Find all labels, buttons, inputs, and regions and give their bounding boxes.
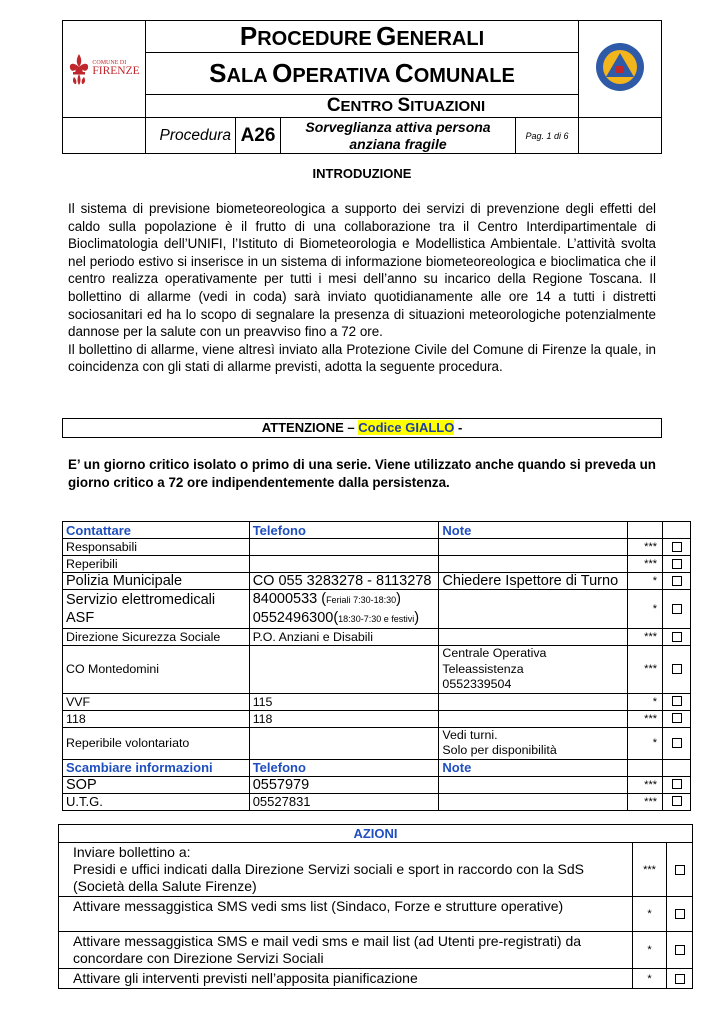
azioni-title: AZIONI: [59, 825, 693, 843]
action-row: [59, 969, 693, 989]
attention-code: Codice GIALLO: [358, 420, 455, 435]
exchange-header-row: [63, 759, 691, 776]
table-row: [63, 693, 691, 710]
checkbox[interactable]: [675, 945, 685, 955]
priority-stars: *: [633, 932, 667, 969]
contacts-header-row: [63, 522, 691, 539]
checkbox[interactable]: [675, 909, 685, 919]
priority-stars: *: [628, 590, 663, 629]
intro-text: [68, 200, 656, 376]
contact-name: Polizia Municipale: [63, 573, 250, 590]
checkbox[interactable]: [672, 632, 682, 642]
checkbox[interactable]: [672, 542, 682, 552]
table-row: [63, 646, 691, 694]
contact-name: 118: [63, 710, 250, 727]
action-text: Inviare bollettino a: Presidi e uffici indicati dalla Direzione Servizi sociali e sport in raccordo con la SdS (Società della Salute Firenze): [59, 843, 633, 897]
table-row: [63, 776, 691, 793]
logo-text-bottom: FIRENZE: [92, 65, 140, 78]
checkbox[interactable]: [672, 738, 682, 748]
priority-stars: ***: [628, 776, 663, 793]
contact-name: Responsabili: [63, 539, 250, 556]
header-telefono: Telefono: [249, 522, 439, 539]
priority-stars: ***: [628, 629, 663, 646]
contact-phone: 84000533 (Feriali 7:30-18:30) 0552496300(18:30-7:30 e festivi): [249, 590, 439, 629]
comune-firenze-logo: [63, 52, 145, 86]
table-row: [63, 573, 691, 590]
attention-suffix: -: [454, 420, 463, 435]
table-row: [63, 556, 691, 573]
title-sala-operativa-comunale: SALA OPERATIVA COMUNALE: [146, 53, 579, 95]
contact-phone: 05527831: [249, 793, 439, 810]
table-row: [63, 727, 691, 759]
comune-logo-cell: [63, 21, 146, 118]
priority-stars: ***: [628, 710, 663, 727]
protezione-civile-logo-icon: [595, 42, 645, 92]
checkbox[interactable]: [672, 576, 682, 586]
table-row: [63, 629, 691, 646]
contact-name: Direzione Sicurezza Sociale: [63, 629, 250, 646]
blank-cell: [63, 118, 146, 154]
title-centro-situazioni: CENTRO SITUAZIONI: [146, 95, 579, 118]
procedura-label: Procedura: [146, 118, 236, 154]
checkbox[interactable]: [672, 604, 682, 614]
intro-paragraph-1: Il sistema di previsione biometeoreologica a supporto dei servizi di prevenzione degli effetti del caldo sulla popolazione è il frutto di una collaborazione tra il Centro Interdipartimentale di Bioclimatologia dell’UNIFI, l’Istituto di Biometeorologia e Modellistica Ambientale. L’attività svolta nel periodo estivo si inserisce in un sistema di informazione biometeoreologica e bioclimatica che il centro realizza operativamente per tutti i mesi dell’anno su incarico della Regione Toscana. Il bollettino di allarme (vedi in coda) sarà inviato quotidianamente alle ore 14 a tutti i distretti sociosanitari ed ha lo scopo di segnalare la presenza di situazioni meteorologiche potenzialmente dannose per la salute con un preavviso fino a 72 ore.: [68, 201, 656, 340]
contact-note: Chiedere Ispettore di Turno: [439, 573, 628, 590]
protezione-civile-logo-cell: [579, 21, 662, 118]
checkbox[interactable]: [675, 974, 685, 984]
contact-name: Servizio elettromedicali ASF: [63, 590, 250, 629]
contact-phone: 0557979: [249, 776, 439, 793]
action-row: [59, 843, 693, 897]
attention-prefix: ATTENZIONE –: [261, 420, 359, 435]
action-text: Attivare messaggistica SMS vedi sms list (Sindaco, Forze e strutture operative): [59, 897, 633, 932]
header-note: Note: [439, 522, 628, 539]
contact-note: Vedi turni. Solo per disponibilità: [439, 727, 628, 759]
header-telefono-2: Telefono: [249, 759, 439, 776]
azioni-table: [58, 824, 693, 989]
intro-title: INTRODUZIONE: [312, 166, 412, 181]
action-text: Attivare messaggistica SMS e mail vedi sms e mail list (ad Utenti pre-registrati) da concordare con Direzione Servizi Sociali: [59, 932, 633, 969]
header-note-2: Note: [439, 759, 628, 776]
checkbox[interactable]: [672, 779, 682, 789]
checkbox[interactable]: [672, 559, 682, 569]
contact-phone: P.O. Anziani e Disabili: [249, 629, 439, 646]
table-row: [63, 710, 691, 727]
title-procedure-generali: PROCEDURE GENERALI: [146, 21, 579, 53]
intro-paragraph-2: Il bollettino di allarme, viene altresì inviato alla Protezione Civile del Comune di Firenze la quale, in coincidenza con gli stati di allarme previsti, adotta la seguente procedura.: [68, 341, 656, 375]
contact-note: Centrale Operativa Teleassistenza 0552339504: [439, 646, 628, 694]
priority-stars: *: [628, 727, 663, 759]
priority-stars: ***: [628, 793, 663, 810]
priority-stars: ***: [628, 539, 663, 556]
procedura-code: A26: [236, 118, 281, 154]
contact-phone: CO 055 3283278 - 8113278: [249, 573, 439, 590]
priority-stars: ***: [633, 843, 667, 897]
contact-name: CO Montedomini: [63, 646, 250, 694]
header-scambiare: Scambiare informazioni: [63, 759, 250, 776]
contact-phone: 118: [249, 710, 439, 727]
contact-name: Reperibile volontariato: [63, 727, 250, 759]
contact-name: U.T.G.: [63, 793, 250, 810]
blank-cell: [579, 118, 662, 154]
checkbox[interactable]: [672, 696, 682, 706]
header-table: [62, 20, 662, 154]
priority-stars: *: [628, 573, 663, 590]
action-row: [59, 932, 693, 969]
logo-text-top: COMUNE DI: [92, 60, 127, 67]
contacts-table: [62, 521, 691, 811]
priority-stars: *: [633, 969, 667, 989]
action-text: Attivare gli interventi previsti nell’apposita pianificazione: [59, 969, 633, 989]
priority-stars: ***: [628, 556, 663, 573]
table-row: [63, 590, 691, 629]
fleur-de-lis-icon: [68, 52, 90, 86]
checkbox[interactable]: [672, 796, 682, 806]
contact-name: Reperibili: [63, 556, 250, 573]
contact-phone: 115: [249, 693, 439, 710]
priority-stars: *: [628, 693, 663, 710]
contact-name: SOP: [63, 776, 250, 793]
page-number: Pag. 1 di 6: [516, 118, 579, 154]
priority-stars: *: [633, 897, 667, 932]
checkbox[interactable]: [672, 664, 682, 674]
checkbox[interactable]: [672, 713, 682, 723]
priority-stars: ***: [628, 646, 663, 694]
critical-day-text: E’ un giorno critico isolato o primo di una serie. Viene utilizzato anche quando si preveda un giorno critico a 72 ore indipendentemente dalla persistenza.: [68, 457, 656, 490]
attention-banner: [62, 418, 662, 438]
action-row: [59, 897, 693, 932]
contact-name: VVF: [63, 693, 250, 710]
table-row: [63, 793, 691, 810]
table-row: [63, 539, 691, 556]
header-contattare: Contattare: [63, 522, 250, 539]
checkbox[interactable]: [675, 865, 685, 875]
procedura-title: Sorveglianza attiva persona anziana fragile: [281, 118, 516, 154]
